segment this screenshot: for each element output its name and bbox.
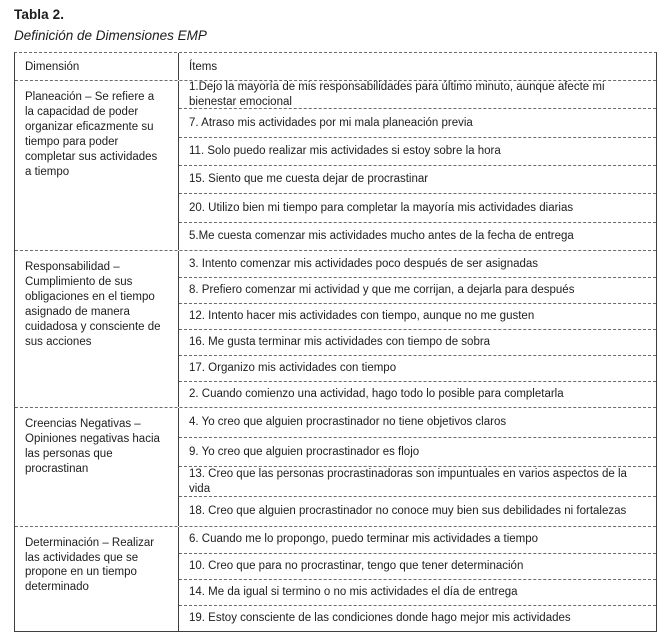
table-header-row — [15, 53, 656, 80]
dimension-cell: Responsabilidad – Cumplimiento de sus obligaciones en el tiempo asignado de manera cuidadosa y consciente de sus acciones — [15, 251, 179, 407]
items-column — [179, 251, 656, 407]
item-row: 2. Cuando comienzo una actividad, hago todo lo posible para completarla — [179, 381, 656, 407]
item-row: 11. Solo puedo realizar mis actividades si estoy sobre la hora — [179, 137, 656, 165]
item-row: 17. Organizo mis actividades con tiempo — [179, 355, 656, 381]
dimension-cell: Creencias Negativas – Opiniones negativas hacia las personas que procrastinan — [15, 408, 179, 526]
column-header-items: Ítems — [189, 61, 218, 74]
item-row: 10. Creo que para no procrastinar, tengo que tener determinación — [179, 553, 656, 579]
item-row: 13. Creo que las personas procrastinadoras son impuntuales en varios aspectos de la vida — [179, 466, 656, 496]
table-section — [15, 80, 656, 250]
item-row: 18. Creo que alguien procrastinador no conoce muy bien sus debilidades ni fortalezas — [179, 496, 656, 526]
item-row: 14. Me da igual si termino o no mis actividades el día de entrega — [179, 579, 656, 605]
items-column — [179, 408, 656, 526]
item-row: 16. Me gusta terminar mis actividades con tiempo de sobra — [179, 329, 656, 355]
table-section — [15, 526, 656, 631]
item-row: 15. Siento que me cuesta dejar de procrastinar — [179, 165, 656, 193]
dimensions-table — [14, 52, 657, 632]
item-row: 5.Me cuesta comenzar mis actividades mucho antes de la fecha de entrega — [179, 222, 656, 250]
dimension-cell: Determinación – Realizar las actividades que se propone en un tiempo determinado — [15, 527, 179, 631]
table-body — [15, 80, 656, 631]
item-row: 12. Intento hacer mis actividades con tiempo, aunque no me gusten — [179, 303, 656, 329]
item-row: 6. Cuando me lo propongo, puedo terminar mis actividades a tiempo — [189, 533, 539, 546]
item-row: 8. Prefiero comenzar mi actividad y que me corrijan, a dejarla para después — [179, 277, 656, 303]
item-row: 3. Intento comenzar mis actividades poco después de ser asignadas — [189, 257, 539, 270]
item-row: 9. Yo creo que alguien procrastinador es flojo — [179, 437, 656, 467]
item-row: 4. Yo creo que alguien procrastinador no tiene objetivos claros — [189, 416, 507, 428]
items-column — [179, 527, 656, 631]
item-row: 19. Estoy consciente de las condiciones donde hago mejor mis actividades — [179, 605, 656, 631]
table-section — [15, 407, 656, 526]
table-number-title: Tabla 2. — [14, 7, 65, 22]
table-section — [15, 250, 656, 407]
column-header-dimension: Dimensión — [15, 53, 179, 80]
table-caption: Definición de Dimensiones EMP — [14, 27, 207, 43]
item-row: 1.Dejo la mayoría de mis responsabilidades para último minuto, aunque afecte mi bienestar emocional — [189, 81, 605, 108]
dimension-cell: Planeación – Se refiere a la capacidad de poder organizar eficazmente su tiempo para poder completar sus actividades a tiempo — [15, 81, 179, 250]
items-column — [179, 81, 656, 250]
item-row: 20. Utilizo bien mi tiempo para completar la mayoría mis actividades diarias — [179, 193, 656, 221]
item-row: 7. Atraso mis actividades por mi mala planeación previa — [179, 108, 656, 136]
